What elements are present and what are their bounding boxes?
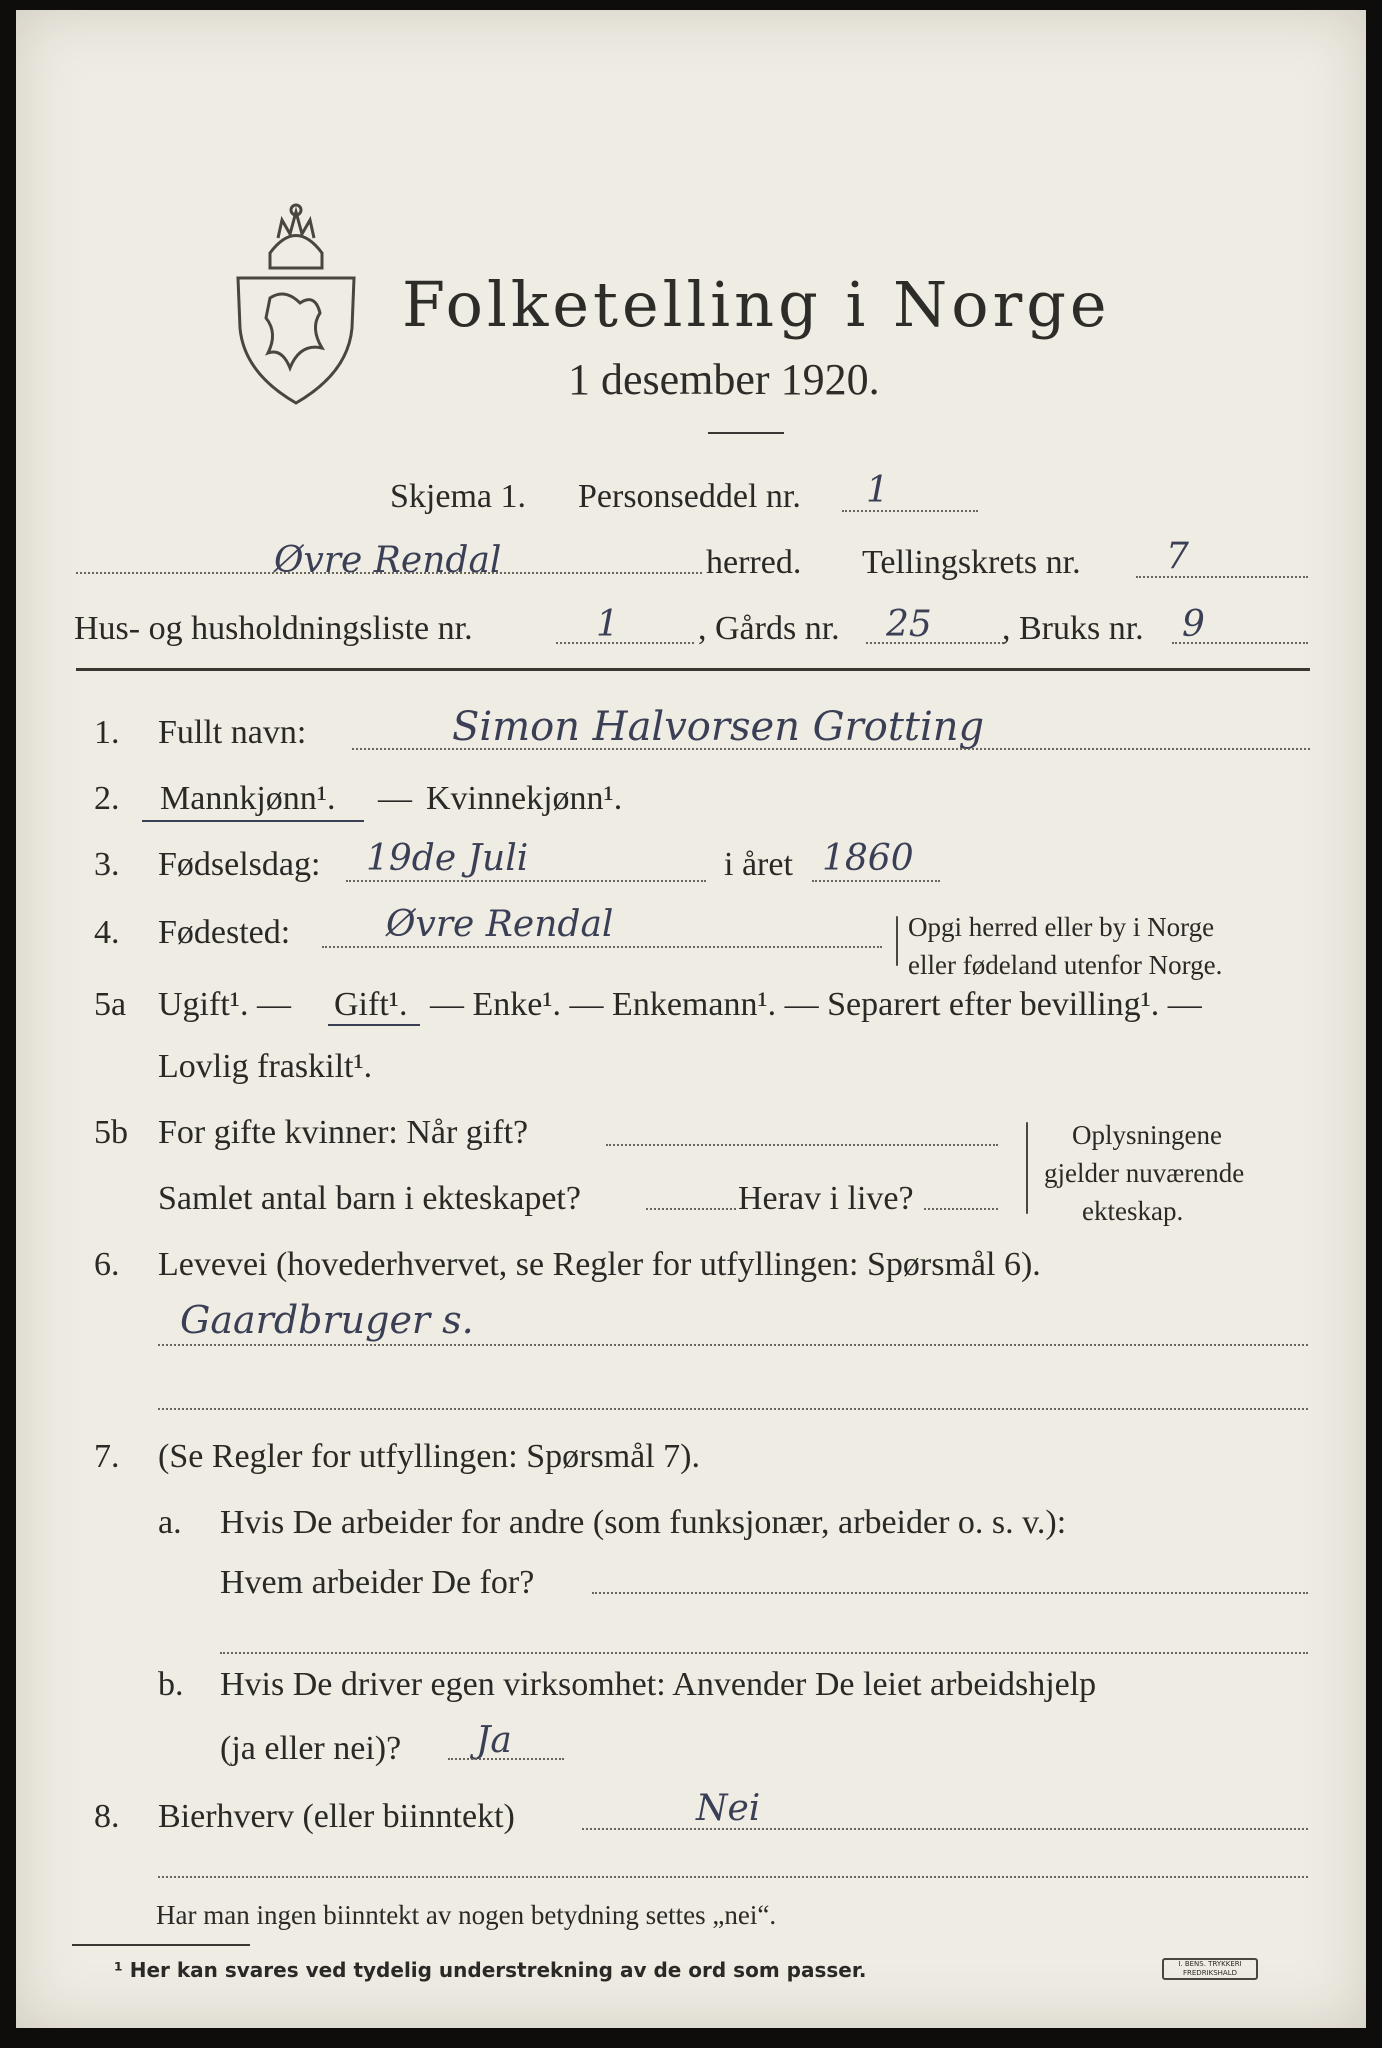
q4-number: 4. [94, 914, 120, 951]
herred-value: Øvre Rendal [274, 540, 502, 581]
husliste-value: 1 [596, 604, 619, 645]
q6-label: Levevei (hovederhvervet, se Regler for utfyllingen: Spørsmål 6). [158, 1246, 1041, 1283]
q7a-letter: a. [158, 1504, 182, 1541]
title-divider [708, 432, 784, 434]
q5a-fraskilt: Lovlig fraskilt¹. [158, 1048, 373, 1085]
q1-number: 1. [94, 714, 120, 751]
q5b-note-line3: ekteskap. [1082, 1196, 1184, 1226]
census-form-page [16, 10, 1366, 2028]
q1-label: Fullt navn: [158, 714, 307, 751]
q2-male: Mannkjønn¹. [160, 780, 336, 817]
q3-number: 3. [94, 846, 120, 883]
printer-stamp: I. BENS. TRYKKERI FREDRIKSHALD [1162, 1958, 1258, 1980]
q7b-yes-no-label: (ja eller nei)? [220, 1730, 402, 1767]
q7-number: 7. [94, 1438, 120, 1475]
q5b-alive-label: Herav i live? [738, 1180, 914, 1217]
q8-label: Bierhverv (eller biinntekt) [158, 1798, 515, 1835]
q5b-number: 5b [94, 1114, 128, 1151]
q7b-letter: b. [158, 1666, 184, 1703]
q5a-gift-underline [328, 1024, 420, 1026]
q2-separator: — [378, 780, 412, 817]
gards-value: 25 [886, 604, 932, 645]
q7b-label: Hvis De driver egen virksomhet: Anvender De leiet arbeidshjelp [220, 1666, 1097, 1703]
husliste-label: Hus- og husholdningsliste nr. [74, 610, 473, 647]
q4-note-line2: eller fødeland utenfor Norge. [908, 950, 1223, 980]
q4-label: Fødested: [158, 914, 291, 951]
form-title: Folketelling i Norge [402, 268, 1111, 341]
q8-number: 8. [94, 1798, 120, 1835]
coat-of-arms-icon [230, 198, 362, 408]
census-date: 1 desember 1920. [568, 355, 880, 404]
q5b-note-line2: gjelder nuværende [1044, 1158, 1245, 1188]
q3-year-label: i året [724, 846, 793, 883]
income-note: Har man ingen biinntekt av nogen betydning settes „nei“. [156, 1900, 777, 1930]
q5a-ugift: Ugift¹. — [158, 986, 291, 1023]
personseddel-value: 1 [866, 470, 889, 511]
q4-birthplace: Øvre Rendal [386, 904, 614, 945]
q5b-children-label: Samlet antal barn i ekteskapet? [158, 1180, 581, 1217]
footnote-divider [72, 1944, 250, 1946]
q7a-label: Hvis De arbeider for andre (som funksjonær, arbeider o. s. v.): [220, 1504, 1067, 1541]
q6-occupation: Gaardbruger s. [180, 1298, 474, 1342]
q5a-number: 5a [94, 986, 127, 1023]
q1-full-name: Simon Halvorsen Grotting [452, 704, 985, 750]
q3-birthday: 19de Juli [366, 838, 529, 879]
q2-female: Kvinnekjønn¹. [426, 780, 623, 817]
footnote: ¹ Her kan svares ved tydelig understrekning av de ord som passer. [114, 1958, 867, 1982]
q5b-label: For gifte kvinner: Når gift? [158, 1114, 529, 1151]
q3-year: 1860 [822, 838, 914, 879]
tellingskrets-value: 7 [1166, 536, 1189, 577]
q5a-gift: Gift¹. [334, 986, 408, 1023]
bruks-value: 9 [1182, 604, 1205, 645]
q7-label: (Se Regler for utfyllingen: Spørsmål 7). [158, 1438, 701, 1475]
q3-label: Fødselsdag: [158, 846, 321, 883]
q2-number: 2. [94, 780, 120, 817]
gards-label: , Gårds nr. [698, 610, 840, 647]
schema-label: Skjema 1. [390, 478, 526, 515]
q5a-options: — Enke¹. — Enkemann¹. — Separert efter bevilling¹. — [430, 986, 1202, 1023]
q6-number: 6. [94, 1246, 120, 1283]
herred-label: herred. [706, 544, 802, 581]
q2-male-underline [142, 820, 364, 822]
bruks-label: , Bruks nr. [1002, 610, 1144, 647]
q5b-note-line1: Oplysningene [1072, 1120, 1222, 1150]
header-divider [76, 668, 1310, 671]
tellingskrets-label: Tellingskrets nr. [862, 544, 1081, 581]
q7a-employer-label: Hvem arbeider De for? [220, 1564, 535, 1601]
q4-note-line1: Opgi herred eller by i Norge [908, 912, 1215, 942]
q8-answer: Nei [696, 1788, 761, 1829]
q7b-answer: Ja [476, 1720, 512, 1761]
personseddel-label: Personseddel nr. [578, 478, 801, 515]
